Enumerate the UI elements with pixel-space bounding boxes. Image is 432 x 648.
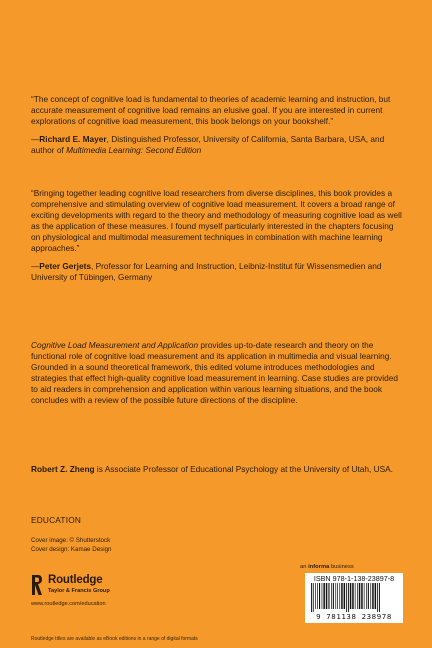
- endorsement-attribution: [31, 261, 404, 283]
- publisher-name: Routledge: [48, 574, 103, 586]
- endorsement-gerjets: [31, 188, 404, 283]
- book-title: Cognitive Load Measurement and Application: [31, 340, 199, 350]
- publisher-group: Taylor & Francis Group: [48, 588, 110, 594]
- barcode-bar: [315, 583, 316, 609]
- book-description: [31, 340, 404, 406]
- barcode-bar: [359, 583, 361, 609]
- isbn-barcode: [305, 573, 403, 623]
- subject-category: EDUCATION: [31, 515, 82, 525]
- barcode-bar: [326, 583, 328, 609]
- routledge-logo: [31, 574, 171, 610]
- author-bio: [31, 464, 404, 475]
- barcode-bar: [323, 583, 325, 609]
- author-name: Robert Z. Zheng: [31, 464, 95, 474]
- barcode-bar: [348, 583, 349, 612]
- routledge-r-icon: [31, 574, 43, 596]
- isbn-label: ISBN 978-1-138-23897-8: [313, 574, 395, 583]
- barcode-bar: [328, 583, 329, 609]
- barcode-bar: [337, 583, 338, 609]
- informa-tagline: an informa business: [300, 564, 354, 570]
- attribution-dash: —: [31, 134, 40, 144]
- barcode-bar: [344, 583, 346, 609]
- barcode-bar: [341, 583, 343, 609]
- barcode-bars: [311, 583, 397, 612]
- endorser-book-title: Multimedia Learning: Second Edition: [66, 145, 202, 155]
- cover-credits: [31, 537, 111, 554]
- barcode-bar: [357, 583, 358, 609]
- barcode-bar: [350, 583, 352, 609]
- barcode-bar: [333, 583, 334, 609]
- barcode-bar: [361, 583, 363, 609]
- endorsement-mayer: [31, 94, 404, 156]
- endorser-name: Peter Gerjets: [39, 261, 91, 271]
- barcode-bar: [372, 583, 374, 609]
- barcode-bar: [364, 583, 365, 609]
- endorsement-attribution: [31, 134, 404, 156]
- publisher-url[interactable]: www.routledge.com/education: [31, 601, 106, 607]
- barcode-bar: [313, 583, 314, 612]
- barcode-bar: [370, 583, 371, 609]
- barcode-bar: [346, 583, 347, 612]
- endorser-name: Richard E. Mayer: [39, 134, 107, 144]
- barcode-bar: [375, 583, 377, 609]
- barcode-bar: [352, 583, 354, 609]
- endorsement-quote: “Bringing together leading cognitive load researchers from diverse disciplines, this book provides a comprehensive and stimulating overview of cognitive load measurement. It covers a broad range of exciting developments with regard to the theory and methodology of measuring cognitive load as well as the application of these measures. I found myself particularly interested in the chapters focusing on physiological and multimodal measurement techniques in combination with machine learning approaches.”: [31, 188, 402, 253]
- cover-design-credit: Cover design: Kamae Design: [31, 545, 112, 553]
- barcode-bar: [322, 583, 323, 609]
- ebook-note: Routledge titles are available as eBook editions in a range of digital formats: [31, 636, 198, 642]
- barcode-bar: [368, 583, 369, 609]
- barcode-bar: [335, 583, 336, 609]
- cover-image-credit: Cover image: © Shutterstock: [31, 537, 111, 544]
- barcode-bar: [311, 583, 312, 612]
- author-bio-text: is Associate Professor of Educational Psychology at the University of Utah, USA.: [94, 464, 393, 474]
- endorsement-quote: “The concept of cognitive load is fundamental to theories of academic learning and instruction, but accurate measurement of cognitive load remains an elusive goal. If you are interested in current explorations of cognitive load measurement, this book belongs on your bookshelf.”: [31, 94, 391, 126]
- barcode-digits: 9 781138 238978: [316, 612, 392, 621]
- attribution-dash: —: [31, 261, 40, 271]
- endorser-affiliation: , Professor for Learning and Instruction, Leibniz-Institut für Wissensmedien and University of Tübingen, Germany: [31, 261, 382, 282]
- barcode-bar: [377, 583, 378, 612]
- barcode-bar: [317, 583, 318, 609]
- barcode-bar: [331, 583, 332, 609]
- barcode-bar: [319, 583, 320, 609]
- barcode-bar: [379, 583, 380, 612]
- barcode-bar: [355, 583, 356, 609]
- barcode-bar: [366, 583, 367, 609]
- informa-brand: informa: [308, 564, 330, 570]
- barcode-bar: [339, 583, 340, 609]
- description-text: provides up-to-date research and theory on the functional role of cognitive load measurement and its application in multimedia and visual learning. Grounded in a sound theoretical framework, this edited volume introduces methodologies and strategies that effect high-quality cognitive load measurement in learning. Case studies are provided to aid readers in comprehension and application within various learning situations, and the book concludes with a review of the possible future directions of the discipline.: [31, 340, 398, 405]
- endorser-affiliation: , Distinguished Professor, University of California, Santa Barbara, USA, and author of: [31, 134, 385, 155]
